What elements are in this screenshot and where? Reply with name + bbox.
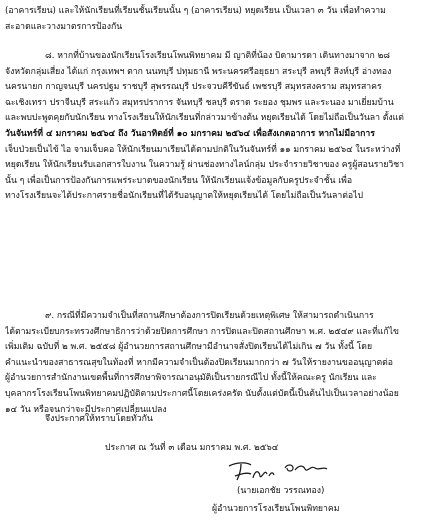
text-line: เจ็บป่วยเป็นไข้ ไอ จามเจ็บคอ ให้นักเรียนมาเรียนได้ตามปกติในวันจันทร์ที่ ๑๑ มกราคม ๒๕๖๔ ในระหว่างที่ xyxy=(5,144,401,155)
text-line: สะอาดและวางมาตรการป้องกัน xyxy=(5,21,123,32)
text-line: จังหวัดกลุ่มเสี่ยง ได้แก่ กรุงเทพฯ ตาก นนทบุรี ปทุมธานี พระนครศรีอยุธยา สระบุรี ลพบุรี สิงห์บุรี อ่างทอง xyxy=(5,66,392,77)
signature-image xyxy=(227,456,337,484)
text-line: เพิ่มเติม ฉบับที่ ๒ พ.ศ. ๒๕๕๘ ผู้อำนวยการสถานศึกษามีอำนาจสั่งปิดเรียนได้ไม่เกิน ๗ วัน ทั้งนี้ โดย xyxy=(5,342,373,353)
text-line: หยุดเรียน ให้นักเรียนรับเอกสารใบงาน ในความรู้ ผ่านช่องทางไลน์กลุ่ม ประจำรายวิชาของ ครูผู้สอนรายวิชา xyxy=(5,160,405,171)
text-line: นครนายก กาญจนบุรี นครปฐม ราชบุรี สุพรรณบุรี ประจวบคีรีขันธ์ เพชรบุรี สมุทรสงคราม สมุทรสาคร xyxy=(5,82,382,93)
text-line: (อาคารเรียน) และให้นักเรียนที่เรียนชั้นเรียนนั้น ๆ (อาคารเรียน) หยุดเรียน เป็นเวลา ๓ วัน เพื่อทำความ xyxy=(5,6,386,16)
text-line: ๑๔ วัน หรือจนกว่าจะมีประกาศเปลี่ยนแปลง xyxy=(5,404,167,415)
text-line: ฉะเชิงเทรา ปราจีนบุรี สระแก้ว สมุทรปราการ จันทบุรี ชลบุรี ตราด ระยอง ชุมพร และระนอง มาเยี่ยมบ้าน xyxy=(5,97,394,108)
text-line-bold: วันจันทร์ที่ ๔ มกราคม ๒๕๖๔ ถึง วันอาทิตย์ที่ ๑๐ มกราคม ๒๕๖๔ เพื่อสังเกตอาการ หากไม่มีอาการ xyxy=(5,128,375,139)
closing-statement: จึงประกาศให้ทราบโดยทั่วกัน xyxy=(45,414,153,424)
text-line: คำแนะนำของสาธารณสุขในท้องที่ หากมีความจำเป็นต้องปิดเรียนมากกว่า ๗ วันให้รายงานขออนุญาตต่อ xyxy=(5,357,394,368)
text-line: และพบปะพูดคุยกับนักเรียน ทางโรงเรียนให้นักเรียนที่กล่าวมาข้างต้น หยุดเรียนได้ โดยไม่ถือเป็นวันลา ตั้งแต่ xyxy=(5,113,404,124)
text-line: นั้น ๆ เพื่อเป็นการป้องกันการแพร่ระบาดของนักเรียน ให้นักเรียนแจ้งข้อมูลกับครูประจำชั้น เพื่อ xyxy=(5,175,353,186)
signer-name: (นายเอกชัย วรรณทอง) xyxy=(237,486,325,496)
text-line: ๙. กรณีที่มีความจำเป็นที่สถานศึกษาต้องการปิดเรียนด้วยเหตุพิเศษ ให้สามารถดำเนินการ xyxy=(45,311,374,321)
text-line: ๘. หากที่บ้านของนักเรียนโรงเรียนโพนพิทยาคม มี ญาติที่น้อง บิดามารดา เดินทางมาจาก ๒๘ xyxy=(45,51,391,61)
text-line: ได้ตามระเบียบกระทรวงศึกษาธิการว่าด้วยปิดการศึกษา การปิดและปิดสถานศึกษา พ.ศ. ๒๕๔๙ และที่แก้ไข xyxy=(5,326,399,337)
signer-title: ผู้อำนวยการโรงเรียนโพนพิทยาคม xyxy=(212,504,340,514)
announcement-date: ประกาศ ณ วันที่ ๓ เดือน มกราคม พ.ศ. ๒๕๖๔ xyxy=(105,443,279,453)
paragraph-8 xyxy=(5,49,422,205)
text-line: ผู้อำนวยการสำนักงานเขตพื้นที่การศึกษาพิจารณาอนุมัติเป็นรายกรณีไป ทั้งนี้ให้คณะครู นักเรียน และ xyxy=(5,373,377,384)
text-line: บุคลากรโรงเรียนโพนพิทยาคมปฏิบัติตามประกาศนี้โดยเคร่งครัด นับตั้งแต่บัดนี้เป็นต้นไปเป็นเวลาอย่างน้อย xyxy=(5,388,399,399)
paragraph-9 xyxy=(5,309,422,418)
paragraph-continuation xyxy=(5,4,422,35)
text-line: ทางโรงเรียนจะได้ประกาศรายชื่อนักเรียนที่ได้รับอนุญาตให้หยุดเรียนได้ โดยไม่ถือเป็นวันลาต่อไป xyxy=(5,191,363,202)
